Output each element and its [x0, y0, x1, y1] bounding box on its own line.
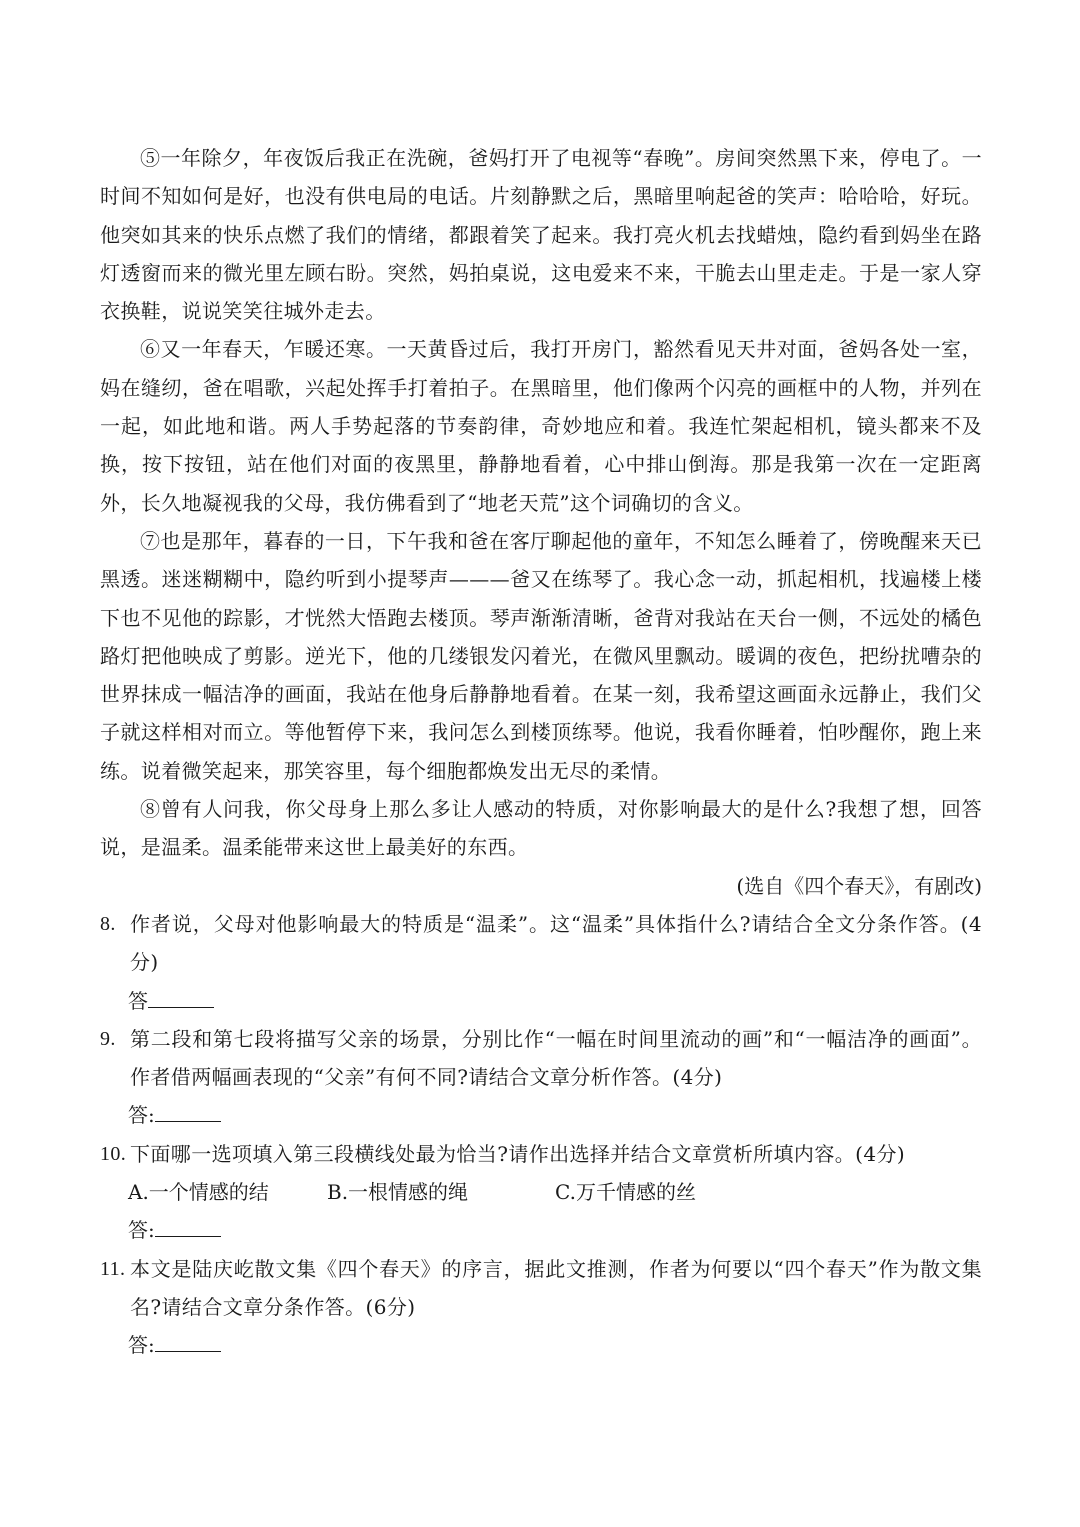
answer-label: 答: [128, 988, 148, 1013]
answer-blank[interactable]: [148, 989, 214, 1008]
question-number: 8.: [100, 912, 116, 935]
question-prompt: 下面哪一选项填入第三段横线处最为恰当?请作出选择并结合文章赏析所填内容。(4分): [130, 1141, 906, 1166]
answer-line[interactable]: [100, 1211, 982, 1249]
paragraph-8: ⑧曾有人问我，你父母身上那么多让人感动的特质，对你影响最大的是什么?我想了想，回答说，是温柔。温柔能带来这世上最美好的东西。: [100, 797, 982, 860]
question-number: 9.: [100, 1027, 116, 1050]
question-9-text: [100, 1020, 982, 1097]
question-prompt: 第二段和第七段将描写父亲的场景，分别比作“一幅在时间里流动的画”和“一幅洁净的画面”。作者借两幅画表现的“父亲”有何不同?请结合文章分析作答。(4分): [130, 1026, 982, 1090]
question-11-text: [100, 1250, 982, 1327]
answer-blank[interactable]: [155, 1333, 221, 1352]
question-8: [100, 905, 982, 1020]
answer-line[interactable]: [100, 982, 982, 1020]
answer-options: [100, 1173, 982, 1211]
answer-line[interactable]: [100, 1096, 982, 1134]
question-number: 11.: [100, 1257, 126, 1280]
question-prompt: 本文是陆庆屹散文集《四个春天》的序言，据此文推测，作者为何要以“四个春天”作为散文集名?请结合文章分条作答。(6分): [130, 1256, 982, 1319]
option-b[interactable]: B.一根情感的绳: [327, 1180, 469, 1205]
question-10: [100, 1135, 982, 1250]
question-prompt: 作者说，父母对他影响最大的特质是“温柔”。这“温柔”具体指什么?请结合全文分条作答。(4分): [130, 911, 982, 975]
answer-line[interactable]: [100, 1326, 982, 1364]
question-number: 10.: [100, 1142, 127, 1165]
question-9: [100, 1020, 982, 1135]
answer-label: 答:: [128, 1103, 155, 1128]
document-page: [100, 139, 982, 1365]
paragraph-5: ⑤一年除夕，年夜饭后我正在洗碗，爸妈打开了电视等“春晚”。房间突然黑下来，停电了。一时间不知如何是好，也没有供电局的电话。片刻静默之后，黑暗里响起爸的笑声：哈哈哈，好玩。他突如其来的快乐点燃了我们的情绪，都跟着笑了起来。我打亮火机去找蜡烛，隐约看到妈坐在路灯透窗而来的微光里左顾右盼。突然，妈拍桌说，这电爱来不来，干脆去山里走走。于是一家人穿衣换鞋，说说笑笑往城外走去。: [100, 146, 982, 324]
answer-blank[interactable]: [155, 1218, 221, 1237]
question-8-text: [100, 905, 982, 982]
answer-label: 答:: [128, 1333, 155, 1358]
paragraph-6: ⑥又一年春天，乍暖还寒。一天黄昏过后，我打开房门，豁然看见天井对面，爸妈各处一室，妈在缝纫，爸在唱歌，兴起处挥手打着拍子。在黑暗里，他们像两个闪亮的画框中的人物，并列在一起，如此地和谐。两人手势起落的节奏韵律，奇妙地应和着。我连忙架起相机，镜头都来不及换，按下按钮，站在他们对面的夜黑里，静静地看着，心中排山倒海。那是我第一次在一定距离外，长久地凝视我的父母，我仿佛看到了“地老天荒”这个词确切的含义。: [100, 337, 982, 515]
option-c[interactable]: C.万千情感的丝: [555, 1180, 696, 1205]
source-citation: (选自《四个春天》，有剧改): [736, 873, 982, 898]
answer-blank[interactable]: [155, 1103, 221, 1122]
paragraph-7: ⑦也是那年，暮春的一日，下午我和爸在客厅聊起他的童年，不知怎么睡着了，傍晚醒来天已黑透。迷迷糊糊中，隐约听到小提琴声———爸又在练琴了。我心念一动，抓起相机，找遍楼上楼下也不见他的踪影，才恍然大悟跑去楼顶。琴声渐渐清晰，爸背对我站在天台一侧，不远处的橘色路灯把他映成了剪影。逆光下，他的几缕银发闪着光，在微风里飘动。暖调的夜色，把纷扰嘈杂的世界抹成一幅洁净的画面，我站在他身后静静地看着。在某一刻，我希望这画面永远静止，我们父子就这样相对而立。等他暂停下来，我问怎么到楼顶练琴。他说，我看你睡着，怕吵醒你，跑上来练。说着微笑起来，那笑容里，每个细胞都焕发出无尽的柔情。: [100, 528, 982, 783]
question-10-text: [100, 1135, 982, 1173]
option-a[interactable]: A.一个情感的结: [128, 1180, 269, 1205]
answer-label: 答:: [128, 1218, 155, 1243]
question-11: [100, 1250, 982, 1365]
